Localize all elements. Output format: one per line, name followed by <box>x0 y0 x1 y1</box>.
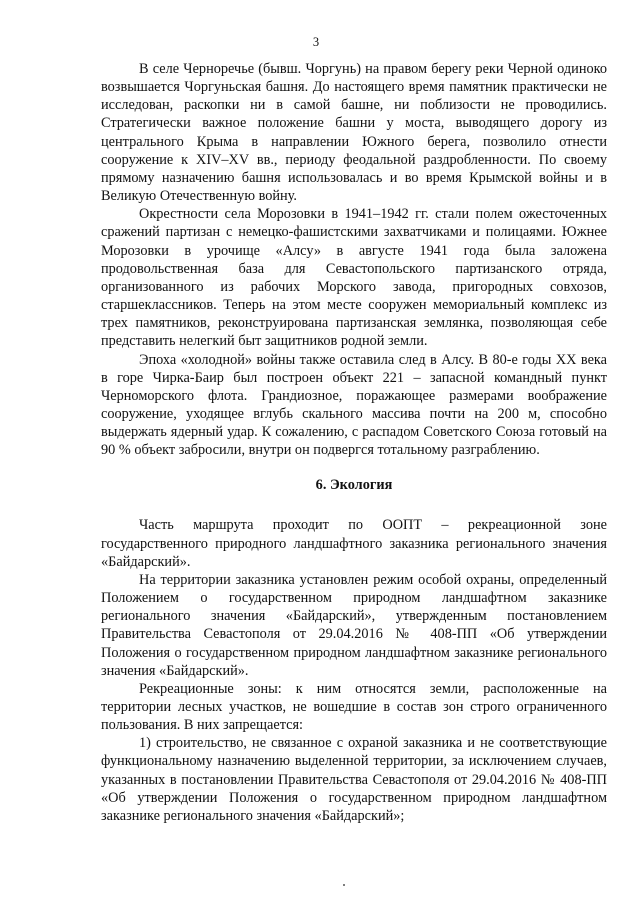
paragraph-chorgun-tower: В селе Черноречье (бывш. Чоргунь) на правом берегу реки Черной одиноко возвышается Чоргуньская башня. До настоящего время памятник практически не исследован, раскопки ни в самой башне, ни поблизости не проводились. Стратегически важное положение башни у моста, выводящего дорогу из центрального Крыма в направлении Южного берега, позволило отнести сооружение к XIV–XV вв., периоду феодальной раздробленности. По своему прямому назначению башня использовалась и во время Крымской войны и в Великую Отечественную войну. <box>101 61 607 205</box>
page-content <box>101 60 607 825</box>
paragraph-cold-war: Эпоха «холодной» войны также оставила след в Алсу. В 80-е годы XX века в горе Чирка-Баир был построен объект 221 – запасной командный пункт Черноморского флота. Грандиозное, поражающее размерами воображение сооружение, уходящее вглубь скального массива почти на 200 м, способно выдержать ядерный удар. К сожалению, с распадом Советского Союза готовый на 90 % объект забросили, внутри он подвергся тотальному разграблению. <box>101 351 607 459</box>
paragraph-morozovka: Окрестности села Морозовки в 1941–1942 гг. стали полем ожесточенных сражений партизан с немецко-фашистскими захватчиками и полицаями. Южнее Морозовки в урочище «Алсу» в августе 1941 года была заложена продовольственная база для Севастопольского партизанского отряда, организованного из рабочих Морского завода, пригородных совхозов, старшеклассников. Теперь на этом месте сооружен мемориальный комплекс из трех памятников, реконструирована партизанская землянка, позволяющая себе представить нелегкий быт защитников родной земли. <box>101 206 607 350</box>
page-number: 3 <box>312 35 320 49</box>
paragraph-protection-regime: На территории заказника установлен режим особой охраны, определенный Положением о государственном природном ландшафтном заказнике регионального значения «Байдарский», утвержденным постановлением Правительства Севастополя от 29.04.2016 № 408-ПП «Об утверждении Положения о государственном природном ландшафтном заказнике регионального значения «Байдарский». <box>101 571 607 679</box>
paragraph-recreation-zones: Рекреационные зоны: к ним относятся земли, расположенные на территории лесных участков, не вошедшие в состав зон строго ограниченного пользования. В них запрещается: <box>101 680 607 734</box>
section-heading-ecology: 6. Экология <box>315 477 393 494</box>
list-item-construction: 1) строительство, не связанное с охраной заказника и не соответствующие функциональному назначению выделенной территории, за исключением случаев, указанных в постановлении Правительства Севастополя от 29.04.2016 № 408-ПП «Об утверждении Положения о государственном природном ландшафтном заказнике регионального значения «Байдарский»; <box>101 735 607 824</box>
paragraph-route-oopt: Часть маршрута проходит по ООПТ – рекреационной зоне государственного природного ландшафтного заказника регионального значения «Байдарский». <box>101 517 607 570</box>
scan-speck <box>343 884 345 886</box>
